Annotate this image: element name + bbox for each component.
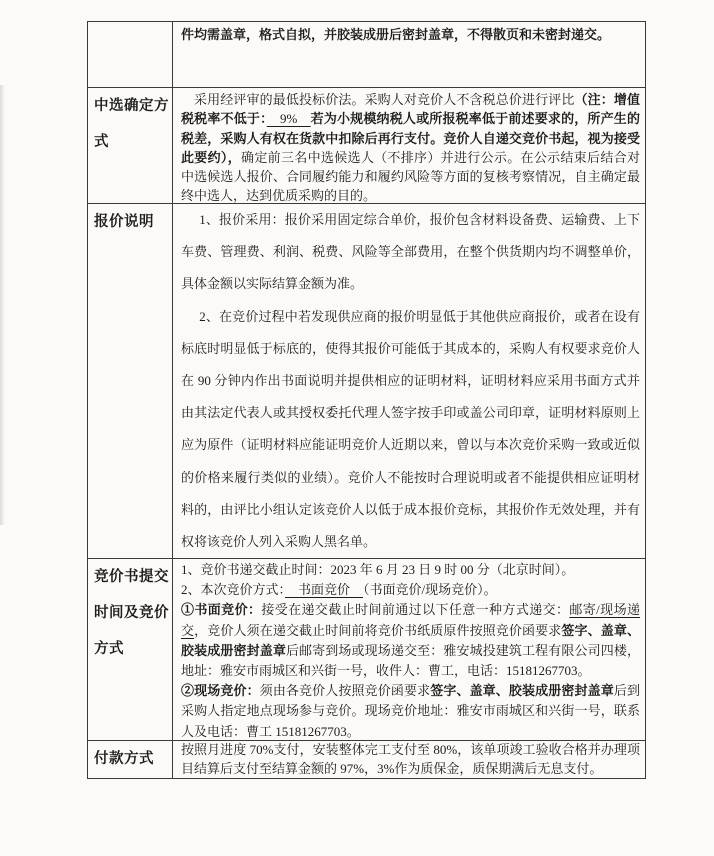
quotation-paragraph-2: 2、在竞价过程中若发现供应商的报价明显低于其他供应商报价，或者在设有标底时明显低于标底的，使得其报价可能低于其成本的，采购人有权要求竞价人在 90 分钟内作出书面说明并提供相应的证明材料，证明材料应采用书面方式并由其法定代表人或其授权委托代理人签字按手印或盖公司印章，证明材料原则上应为原件（证明材料应能证明竞价人近期以来，曾以与本次竞价采购一致或近似的价格来履行类似的业绩）。竞价人不能按时合理说明或者不能提供相应证明材料的，由评比小组认定该竞价人以低于成本报价竞标，其报价作无效处理，并有权将该竞价人列入采购人黑名单。 (181, 308, 640, 550)
onsite-bid-text-1: 须由各竞价人按照竞价函要求 (259, 683, 431, 699)
written-bid-text-1: 接受在递交截止时间前通过以下任意一种方式递交： (261, 602, 570, 618)
onsite-sealing-steps-bold: 签字、盖章、胶装成册密封盖章 (430, 683, 614, 699)
label-payment-terms: 付款方式 (88, 741, 173, 778)
delivery-method-underline: 邮寄/现场递交 (181, 602, 640, 638)
label-quotation-notes: 报价说明 (88, 204, 173, 558)
row-payment-terms (88, 741, 645, 778)
submission-deadline-line: 1、竞价书递交截止时间：2023 年 6 月 23 日 9 时 00 分（北京时间）。 (181, 562, 575, 577)
onsite-bid-heading: ②现场竞价： (181, 683, 260, 699)
sealing-steps-bold: 签字、盖章、胶装成册密封盖章 (181, 622, 640, 658)
written-bid-paragraph (181, 600, 640, 681)
row-sealing-continuation (88, 22, 645, 88)
bid-terms-table (87, 21, 646, 779)
content-quotation-notes (173, 204, 645, 558)
bid-method-prefix: 2、本次竞价方式： (181, 582, 286, 598)
bid-method-suffix: （书面竞价/现场竞价）。 (363, 582, 497, 598)
scan-artifact (0, 85, 5, 525)
label-bid-submission: 竞价书提交时间及竞价方式 (88, 559, 173, 740)
row-winner-determination (88, 88, 645, 204)
bid-method-underline: 书面竞价 (285, 582, 364, 598)
onsite-bid-paragraph (181, 681, 640, 740)
bid-method-line (181, 580, 640, 600)
sealing-requirement-text: 件均需盖章，格式自拟，并胶装成册后密封盖章，不得散页和未密封递交。 (181, 27, 611, 42)
content-winner-determination (173, 88, 645, 203)
content-bid-submission (173, 559, 645, 740)
tax-note-bold: （注：增值税税率不低于： (181, 92, 640, 127)
winner-determination-text (181, 90, 640, 203)
onsite-bid-text-2: 后到采购人指定地点现场参与竞价。现场竞价地址：雅安市雨城区和兴街一号，联系人及电话：曹工 15181267703。 (181, 683, 640, 739)
label-empty (88, 22, 173, 87)
content-sealing-continuation (173, 22, 645, 87)
row-bid-submission (88, 559, 645, 741)
row-quotation-notes (88, 204, 645, 559)
candidate-selection-text: 确定前三名中选候选人（不排序）并进行公示。在公示结束后结合对中选候选人报价、合同履约能力和履约风险等方面的复核考察情况，自主确定最终中选人，达到优质采购的目的。 (181, 149, 640, 203)
quotation-paragraph-1: 1、报价采用：报价采用固定综合单价，报价包含材料设备费、运输费、上下车费、管理费、利润、税费、风险等全部费用，在整个供货期内均不调整单价，具体金额以实际结算金额为准。 (181, 212, 640, 292)
content-payment-terms (173, 741, 645, 778)
evaluation-method-text: 采用经评审的最低投标价法。采购人对竞价人不含税总价进行评比 (194, 92, 575, 107)
written-bid-heading: ①书面竞价： (181, 602, 262, 618)
tax-clause-bold: 若为小规模纳税人或所报税率低于前述要求的，所产生的税差，采购人有权在货款中扣除后再行支付。竞价人自递交竞价书起，视为接受此要约）， (181, 111, 640, 165)
tax-rate-underline: 9% (266, 111, 311, 127)
written-bid-text-3: 后邮寄到场或现场递交至：雅安城投建筑工程有限公司四楼，地址：雅安市雨城区和兴街一号，收件人：曹工，电话：15181267703。 (181, 642, 640, 679)
payment-terms-text: 按照月进度 70%支付，安装整体完工支付至 80%，该单项竣工验收合格并办理项目结算后支付至结算金额的 97%，3%作为质保金，质保期满后无息支付。 (181, 742, 640, 776)
label-winner-determination: 中选确定方式 (88, 88, 173, 203)
written-bid-text-2: ，竞价人须在递交截止时间前将竞价书纸质原件按照竞价函要求 (194, 622, 562, 638)
